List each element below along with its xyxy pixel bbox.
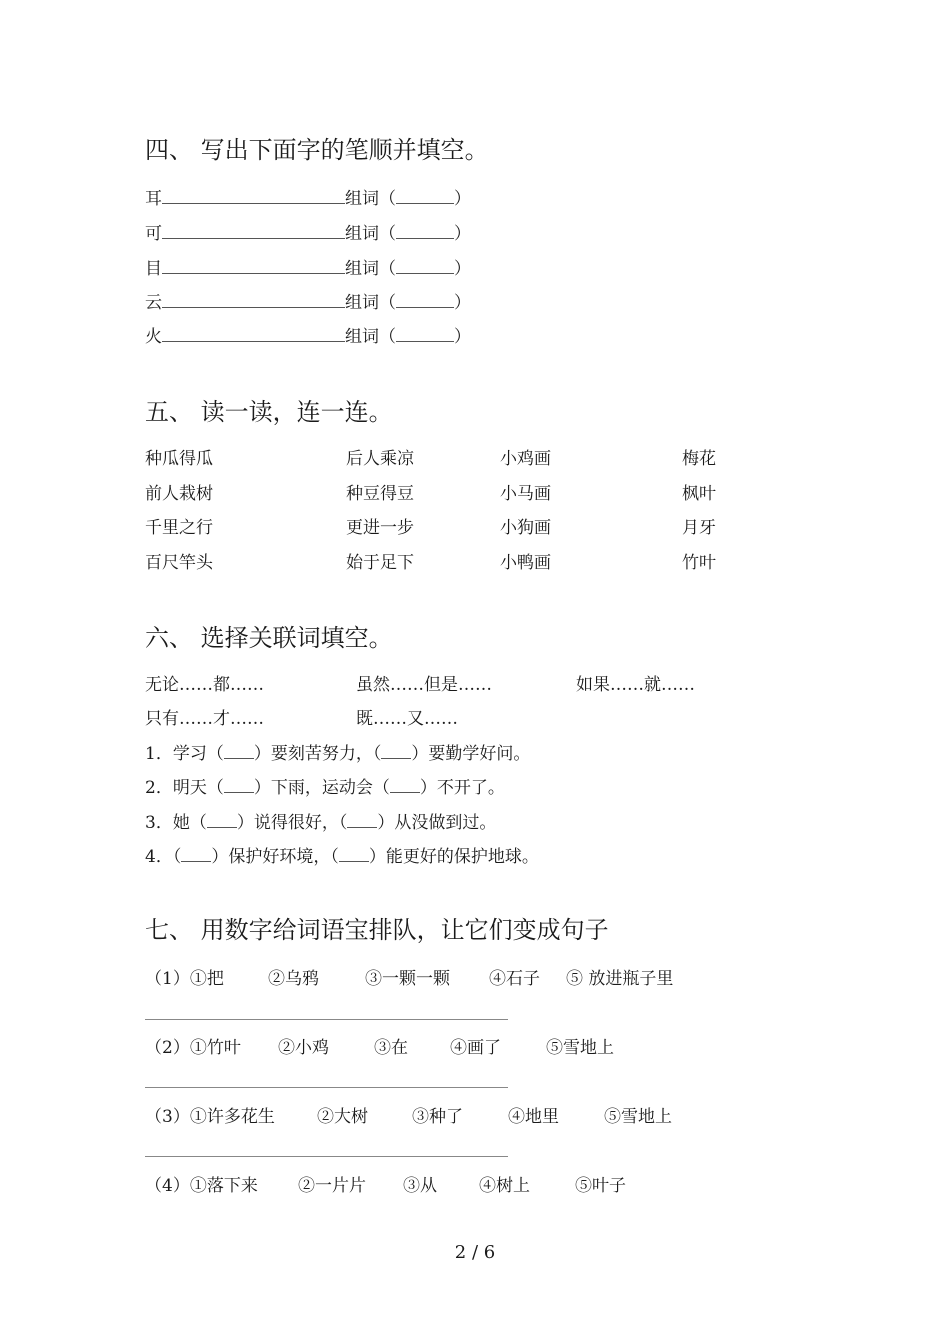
section6-title: 六、 选择关联词填空。 <box>145 624 393 652</box>
stroke-order-line[interactable] <box>162 257 345 274</box>
word-close: ） <box>454 224 471 244</box>
target-character: 云 <box>145 293 162 313</box>
answer-line[interactable] <box>145 1019 508 1020</box>
conjunction-option: 虽然……但是…… <box>356 675 492 695</box>
question-3: 3．她（ ）说得很好，（ ）从没做到过。 <box>145 813 497 833</box>
conjunction-option: 如果……就…… <box>576 675 695 695</box>
page-number: 2 / 6 <box>454 1242 496 1263</box>
reorder-word: ④树上 <box>479 1176 530 1196</box>
conjunction-option: 无论……都…… <box>145 675 264 695</box>
stroke-order-line[interactable] <box>162 325 345 342</box>
reorder-item-2: （2）①竹叶 <box>145 1038 241 1058</box>
reorder-word: ③在 <box>374 1038 408 1058</box>
fill-blank[interactable] <box>381 744 411 759</box>
word-blank[interactable] <box>396 222 454 239</box>
question-2: 2．明天（ ）下雨，运动会（ ）不开了。 <box>145 778 505 798</box>
answer-line[interactable] <box>145 1087 508 1088</box>
stroke-order-line[interactable] <box>162 222 345 239</box>
match-item: 竹叶 <box>682 553 716 573</box>
stroke-order-line[interactable] <box>162 187 345 204</box>
fill-blank[interactable] <box>390 778 420 793</box>
word-blank[interactable] <box>396 291 454 308</box>
stroke-order-row <box>145 288 471 313</box>
section7-title: 七、 用数字给词语宝排队，让它们变成句子 <box>145 916 609 944</box>
fill-blank[interactable] <box>339 847 369 862</box>
word-close: ） <box>454 189 471 209</box>
match-item: 小鸡画 <box>500 449 551 469</box>
reorder-word: ②小鸡 <box>278 1038 329 1058</box>
conjunction-option: 既……又…… <box>356 709 458 729</box>
fill-blank[interactable] <box>207 813 237 828</box>
fill-blank[interactable] <box>224 778 254 793</box>
match-item: 千里之行 <box>145 518 213 538</box>
reorder-word: ⑤叶子 <box>575 1176 626 1196</box>
match-item: 小狗画 <box>500 518 551 538</box>
reorder-word: ③种了 <box>412 1107 463 1127</box>
target-character: 目 <box>145 259 162 279</box>
word-label: 组词（ <box>345 189 396 209</box>
target-character: 可 <box>145 224 162 244</box>
reorder-item-3: （3）①许多花生 <box>145 1107 275 1127</box>
reorder-word: ④石子 <box>489 969 540 989</box>
word-label: 组词（ <box>345 293 396 313</box>
word-blank[interactable] <box>396 187 454 204</box>
stroke-order-row <box>145 254 471 279</box>
word-blank[interactable] <box>396 325 454 342</box>
stroke-order-row <box>145 184 471 209</box>
section4-title: 四、 写出下面字的笔顺并填空。 <box>145 136 489 164</box>
fill-blank[interactable] <box>347 813 377 828</box>
reorder-word: ②乌鸦 <box>268 969 319 989</box>
reorder-word: ③一颗一颗 <box>365 969 450 989</box>
word-close: ） <box>454 327 471 347</box>
target-character: 火 <box>145 327 162 347</box>
question-1: 1．学习（ ）要刻苦努力，（ ）要勤学好问。 <box>145 744 531 764</box>
word-blank[interactable] <box>396 257 454 274</box>
reorder-word: ②一片片 <box>298 1176 366 1196</box>
match-item: 种瓜得瓜 <box>145 449 213 469</box>
match-item: 更进一步 <box>346 518 414 538</box>
stroke-order-row <box>145 322 471 347</box>
match-item: 梅花 <box>682 449 716 469</box>
match-item: 月牙 <box>682 518 716 538</box>
reorder-word: ⑤ 放进瓶子里 <box>566 969 674 989</box>
reorder-item-1: （1）①把 <box>145 969 224 989</box>
target-character: 耳 <box>145 189 162 209</box>
match-item: 后人乘凉 <box>346 449 414 469</box>
match-item: 百尺竿头 <box>145 553 213 573</box>
reorder-item-4: （4）①落下来 <box>145 1176 258 1196</box>
reorder-word: ③从 <box>403 1176 437 1196</box>
reorder-word: ⑤雪地上 <box>546 1038 614 1058</box>
match-item: 小马画 <box>500 484 551 504</box>
word-close: ） <box>454 259 471 279</box>
section5-title: 五、 读一读，连一连。 <box>145 398 393 426</box>
stroke-order-line[interactable] <box>162 291 345 308</box>
match-item: 始于足下 <box>346 553 414 573</box>
word-label: 组词（ <box>345 224 396 244</box>
conjunction-option: 只有……才…… <box>145 709 264 729</box>
word-label: 组词（ <box>345 327 396 347</box>
stroke-order-row <box>145 219 471 244</box>
fill-blank[interactable] <box>181 847 211 862</box>
reorder-word: ④画了 <box>450 1038 501 1058</box>
reorder-word: ④地里 <box>508 1107 559 1127</box>
question-4: 4．（ ）保护好环境，（ ）能更好的保护地球。 <box>145 847 539 867</box>
reorder-word: ②大树 <box>317 1107 368 1127</box>
word-close: ） <box>454 293 471 313</box>
match-item: 前人栽树 <box>145 484 213 504</box>
match-item: 小鸭画 <box>500 553 551 573</box>
reorder-word: ⑤雪地上 <box>604 1107 672 1127</box>
match-item: 枫叶 <box>682 484 716 504</box>
word-label: 组词（ <box>345 259 396 279</box>
fill-blank[interactable] <box>224 744 254 759</box>
answer-line[interactable] <box>145 1156 508 1157</box>
match-item: 种豆得豆 <box>346 484 414 504</box>
